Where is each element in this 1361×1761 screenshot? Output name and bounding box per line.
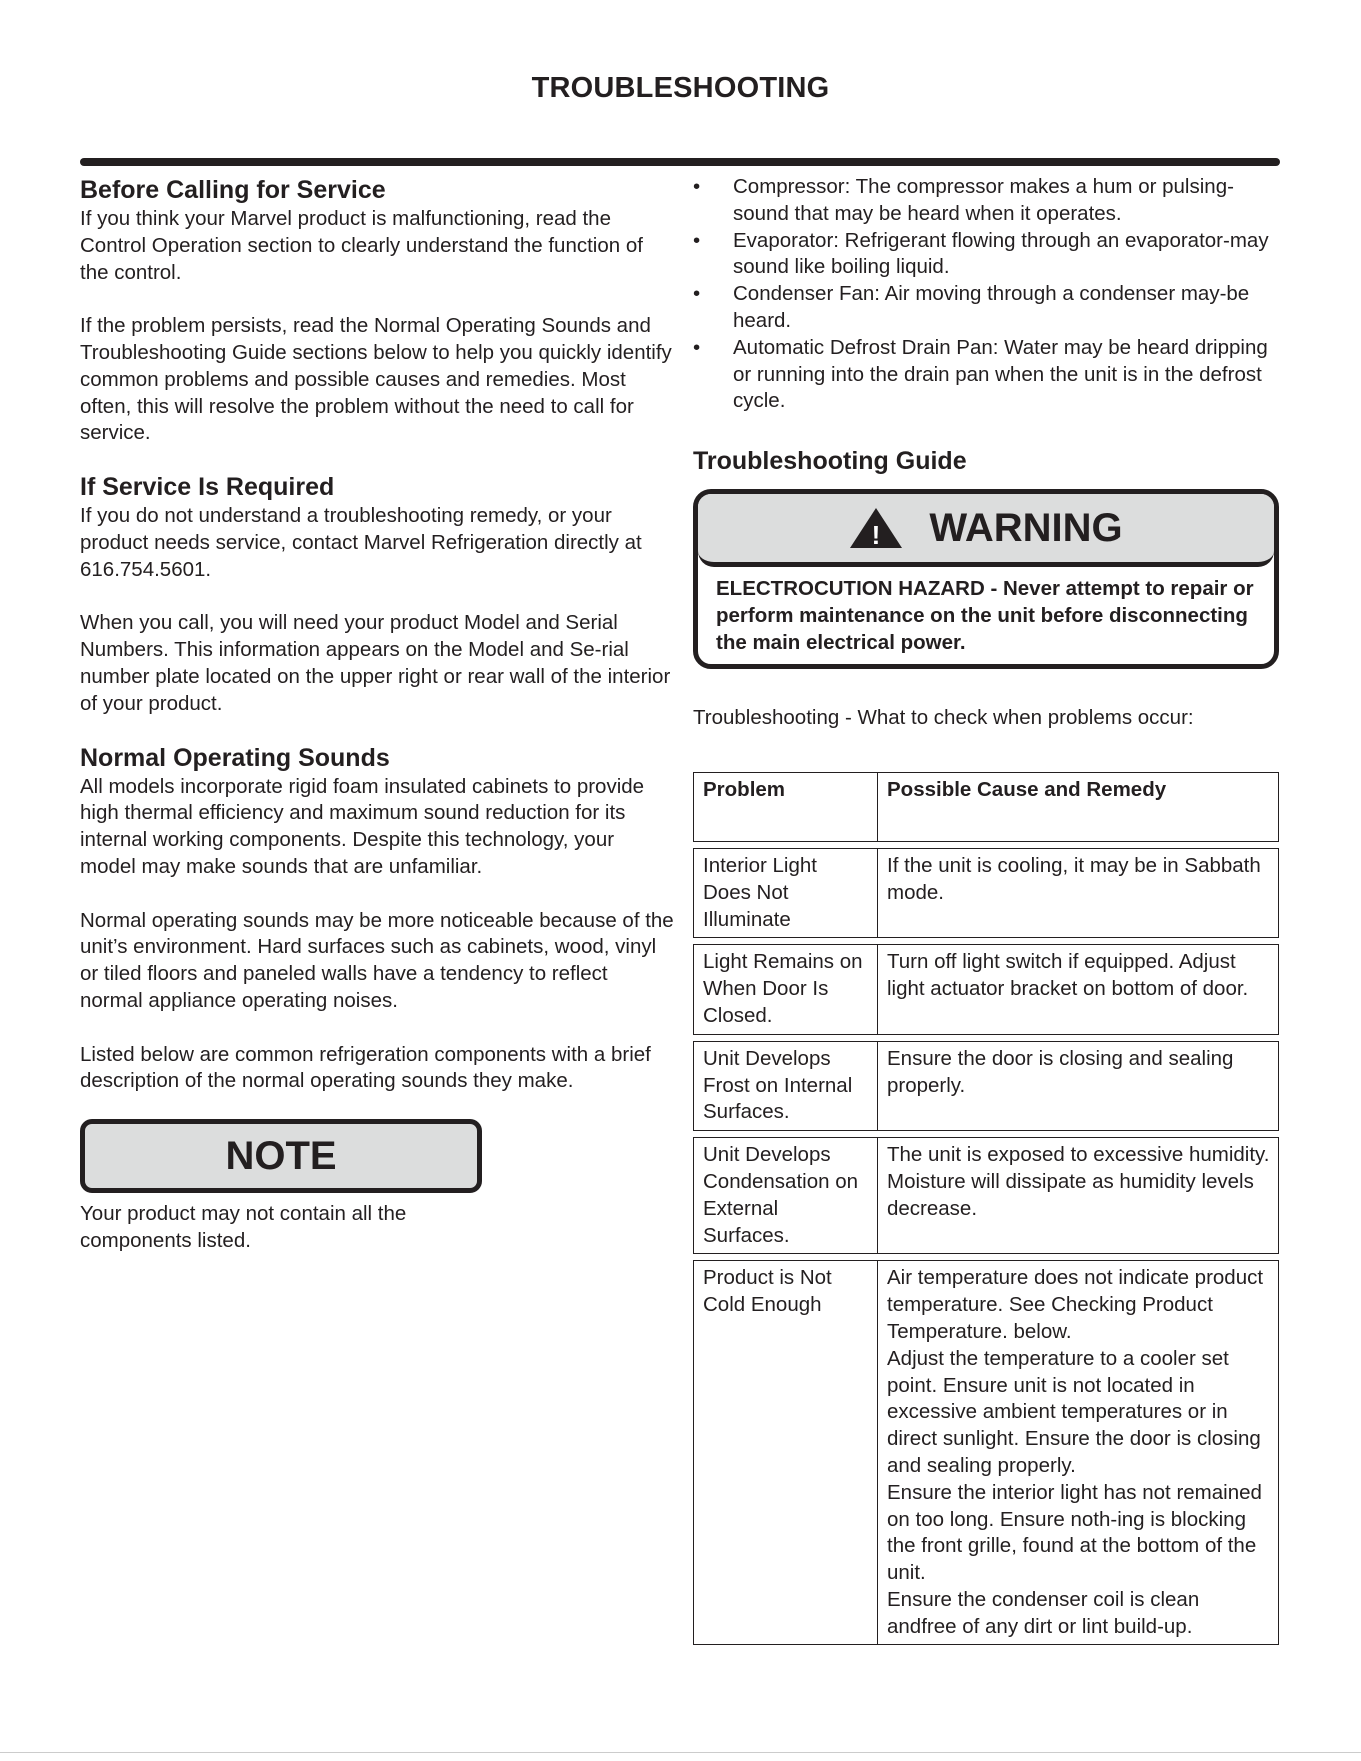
problem-cell: Unit Develops Condensation on External Surfaces.: [694, 1138, 878, 1254]
problem-cell: Unit Develops Frost on Internal Surfaces.: [694, 1041, 878, 1130]
table-row: [694, 848, 1279, 937]
table-header-row: [694, 772, 1279, 841]
component-item: [693, 335, 1283, 415]
footer-line: [0, 1752, 1361, 1753]
warning-triangle-icon: [849, 507, 903, 549]
before-calling-section: [80, 174, 675, 447]
table-row: [694, 1138, 1279, 1254]
warning-icon-glyph: !: [871, 520, 881, 550]
table-row: [694, 1261, 1279, 1645]
bullet-icon: •: [693, 282, 701, 306]
table-row: [694, 945, 1279, 1034]
problem-cell: Interior Light Does Not Illuminate: [694, 848, 878, 937]
note-text: Your product may not contain all the components listed.: [80, 1202, 407, 1252]
remedy-cell: Ensure the door is closing and sealing properly.: [878, 1041, 1279, 1130]
header-remedy: Possible Cause and Remedy: [878, 772, 1279, 841]
before-calling-heading: Before Calling for Service: [80, 176, 386, 204]
table-row-gap: [694, 1034, 1279, 1041]
troubleshooting-table: [693, 772, 1279, 1646]
problem-cell: Light Remains on When Door Is Closed.: [694, 945, 878, 1034]
table-row-gap: [694, 1131, 1279, 1138]
before-calling-p2: If the problem persists, read the Normal Operating Sounds and Troubleshooting Guide sections below to help you quickly identify common problems and possible causes and remedies. Most often, this will resolve the problem without the need to call for service.: [80, 314, 672, 445]
components-list: [693, 174, 1283, 415]
before-calling-p1: If you think your Marvel product is malfunctioning, read the Control Operation section to clearly understand the function of the control.: [80, 207, 643, 284]
note-box: NOTE: [80, 1119, 482, 1193]
table-row-gap: [694, 841, 1279, 848]
problem-cell: Product is Not Cold Enough: [694, 1261, 878, 1645]
service-required-heading: If Service Is Required: [80, 473, 335, 502]
remedy-cell: The unit is exposed to excessive humidity. Moisture will dissipate as humidity levels decrease.: [878, 1138, 1279, 1254]
component-item: [693, 228, 1283, 282]
component-text: Condenser Fan: Air moving through a condenser may-be heard.: [733, 282, 1250, 332]
table-row-gap: [694, 938, 1279, 945]
service-required-p2: When you call, you will need your product Model and Serial Numbers. This information appears on the Model and Se-rial number plate located on the upper right or rear wall of the interior of your product.: [80, 611, 671, 715]
right-column: [693, 174, 1283, 1645]
component-item: [693, 281, 1283, 335]
service-required-p1: If you do not understand a troubleshooting remedy, or your product needs service, contact Marvel Refrigeration directly at 616.754.5601.: [80, 504, 642, 581]
normal-sounds-section: [80, 742, 675, 1096]
remedy-cell: Air temperature does not indicate product temperature. See Checking Product Temperature. below. Adjust the temperature to a cooler set point. Ensure unit is not located in excessive ambient temperatures or in direct sunlight. Ensure the door is closing and sealing properly. Ensure the interior light has not remained on too long. Ensure noth-ing is blocking the front grille, found at the bottom of the unit. Ensure the condenser coil is clean andfree of any dirt or lint build-up.: [878, 1261, 1279, 1645]
component-text: Automatic Defrost Drain Pan: Water may be heard dripping or running into the drain pan when the unit is in the defrost cycle.: [733, 335, 1268, 413]
bullet-icon: •: [693, 175, 701, 198]
header-problem: Problem: [694, 772, 878, 841]
normal-sounds-heading: Normal Operating Sounds: [80, 743, 390, 772]
bullet-icon: •: [693, 335, 701, 359]
header-rule: [80, 158, 1280, 166]
remedy-cell: If the unit is cooling, it may be in Sabbath mode.: [878, 848, 1279, 937]
component-item: [693, 174, 1283, 228]
warning-header: [698, 494, 1274, 567]
left-column: [80, 174, 675, 1255]
warning-box: [693, 489, 1279, 669]
page-title: TROUBLESHOOTING: [531, 72, 830, 104]
warning-text: ELECTROCUTION HAZARD - Never attempt to repair or perform maintenance on the unit before disconnecting the main electrical power.: [716, 577, 1254, 655]
normal-sounds-p3: Listed below are common refrigeration components with a brief description of the normal operating sounds they make.: [80, 1042, 651, 1093]
table-row: [694, 1041, 1279, 1130]
remedy-cell: Turn off light switch if equipped. Adjust light actuator bracket on bottom of door.: [878, 945, 1279, 1034]
service-required-section: [80, 471, 675, 717]
table-row-gap: [694, 1254, 1279, 1261]
bullet-icon: •: [693, 228, 701, 252]
normal-sounds-p2: Normal operating sounds may be more noticeable because of the unit’s environment. Hard surfaces such as cabinets, wood, vinyl or tiled floors and paneled walls have a tendency to reflect normal appliance operating noises.: [80, 908, 674, 1012]
check-intro: Troubleshooting - What to check when problems occur:: [693, 706, 1194, 730]
troubleshooting-guide-heading: Troubleshooting Guide: [693, 447, 967, 476]
component-text: Evaporator: Refrigerant flowing through an evaporator-may sound like boiling liquid.: [733, 228, 1269, 279]
normal-sounds-p1: All models incorporate rigid foam insulated cabinets to provide high thermal efficiency and maximum sound reduction for its internal working components. Despite this technology, your model may make sounds that are unfamiliar.: [80, 774, 645, 878]
warning-title: WARNING: [929, 505, 1123, 550]
component-text: Compressor: The compressor makes a hum or pulsing-sound that may be heard when it operates.: [733, 175, 1234, 225]
